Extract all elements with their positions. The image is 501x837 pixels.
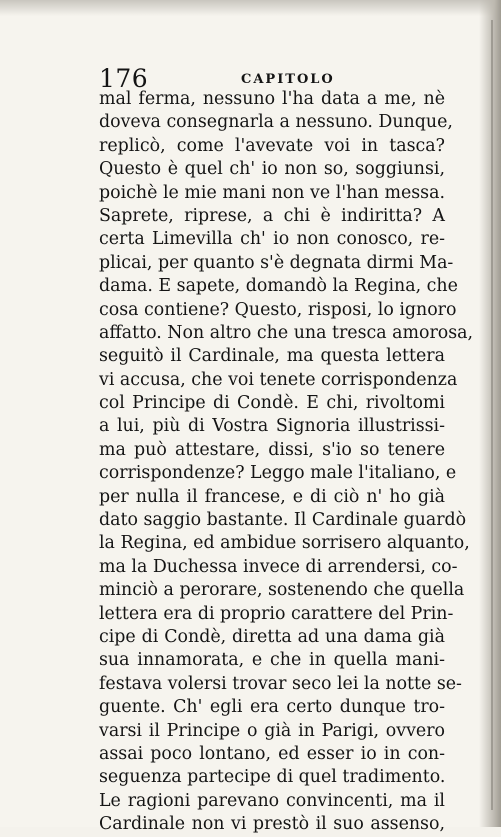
running-head: CAPITOLO: [241, 72, 335, 87]
text-line: lettera era di proprio carattere del Prin-: [99, 603, 454, 624]
text-line: Le ragioni parevano convincenti, ma il: [99, 790, 445, 811]
text-line: la Regina, ed ambidue sorrisero alquanto,: [99, 533, 470, 554]
page-number: 176: [99, 64, 149, 93]
page-gutter-edge: [479, 0, 501, 827]
text-line: ma la Duchessa invece di arrendersi, co-: [99, 556, 458, 577]
text-line: col Principe di Condè. E chi, rivoltomi: [99, 393, 445, 414]
text-line: doveva consegnarla a nessuno. Dunque,: [99, 112, 453, 133]
text-line: guente. Ch' egli era certo dunque tro-: [99, 697, 445, 718]
text-line: cipe di Condè, diretta ad una dama già: [99, 626, 445, 647]
text-line: seguenza partecipe di quel tradimento.: [99, 767, 446, 788]
text-line: certa Limevilla ch' io non conosco, re-: [99, 229, 445, 250]
text-line: per nulla il francese, e di ciò n' ho già: [99, 486, 445, 507]
text-line: dato saggio bastante. Il Cardinale guardò: [99, 510, 467, 531]
text-line: mal ferma, nessuno l'ha data a me, nè: [99, 89, 445, 109]
text-line: dama. E sapete, domandò la Regina, che: [99, 276, 458, 297]
text-line: poichè le mie mani non ve l'han messa.: [99, 182, 445, 203]
text-line: sua innamorata, e che in quella mani-: [99, 650, 445, 671]
text-line: seguitò il Cardinale, ma questa lettera: [99, 346, 445, 367]
page-top-shadow: [0, 0, 501, 16]
text-line: affatto. Non altro che una tresca amorosa,: [99, 322, 474, 343]
gutter-line: [491, 20, 493, 810]
text-line: Cardinale non vi prestò il suo assenso,: [99, 814, 445, 835]
text-line: Questo è quel ch' io non so, soggiunsi,: [99, 159, 445, 180]
text-line: assai poco lontano, ed esser io in con-: [99, 743, 445, 764]
text-line: plicai, per quanto s'è degnata dirmi Ma-: [99, 252, 454, 273]
text-line: varsi il Principe o già in Parigi, ovvero: [99, 720, 445, 741]
text-line: a lui, più di Vostra Signoria illustrissi-: [99, 416, 445, 437]
text-line: Saprete, riprese, a chi è indiritta? A: [99, 205, 445, 226]
text-line: cosa contiene? Questo, risposi, lo ignoro: [99, 299, 457, 320]
text-line: minciò a perorare, sostenendo che quella: [99, 580, 465, 601]
text-line: ma può attestare, dissi, s'io so tenere: [99, 439, 445, 460]
text-line: replicò, come l'avevate voi in tasca?: [99, 135, 445, 156]
text-line: corrispondenze? Leggo male l'italiano, e: [99, 463, 457, 484]
text-line: festava volersi trovar seco lei la notte se-: [99, 673, 462, 694]
text-line: vi accusa, che voi tenete corrispondenza: [99, 369, 458, 390]
body-text: [99, 88, 474, 837]
